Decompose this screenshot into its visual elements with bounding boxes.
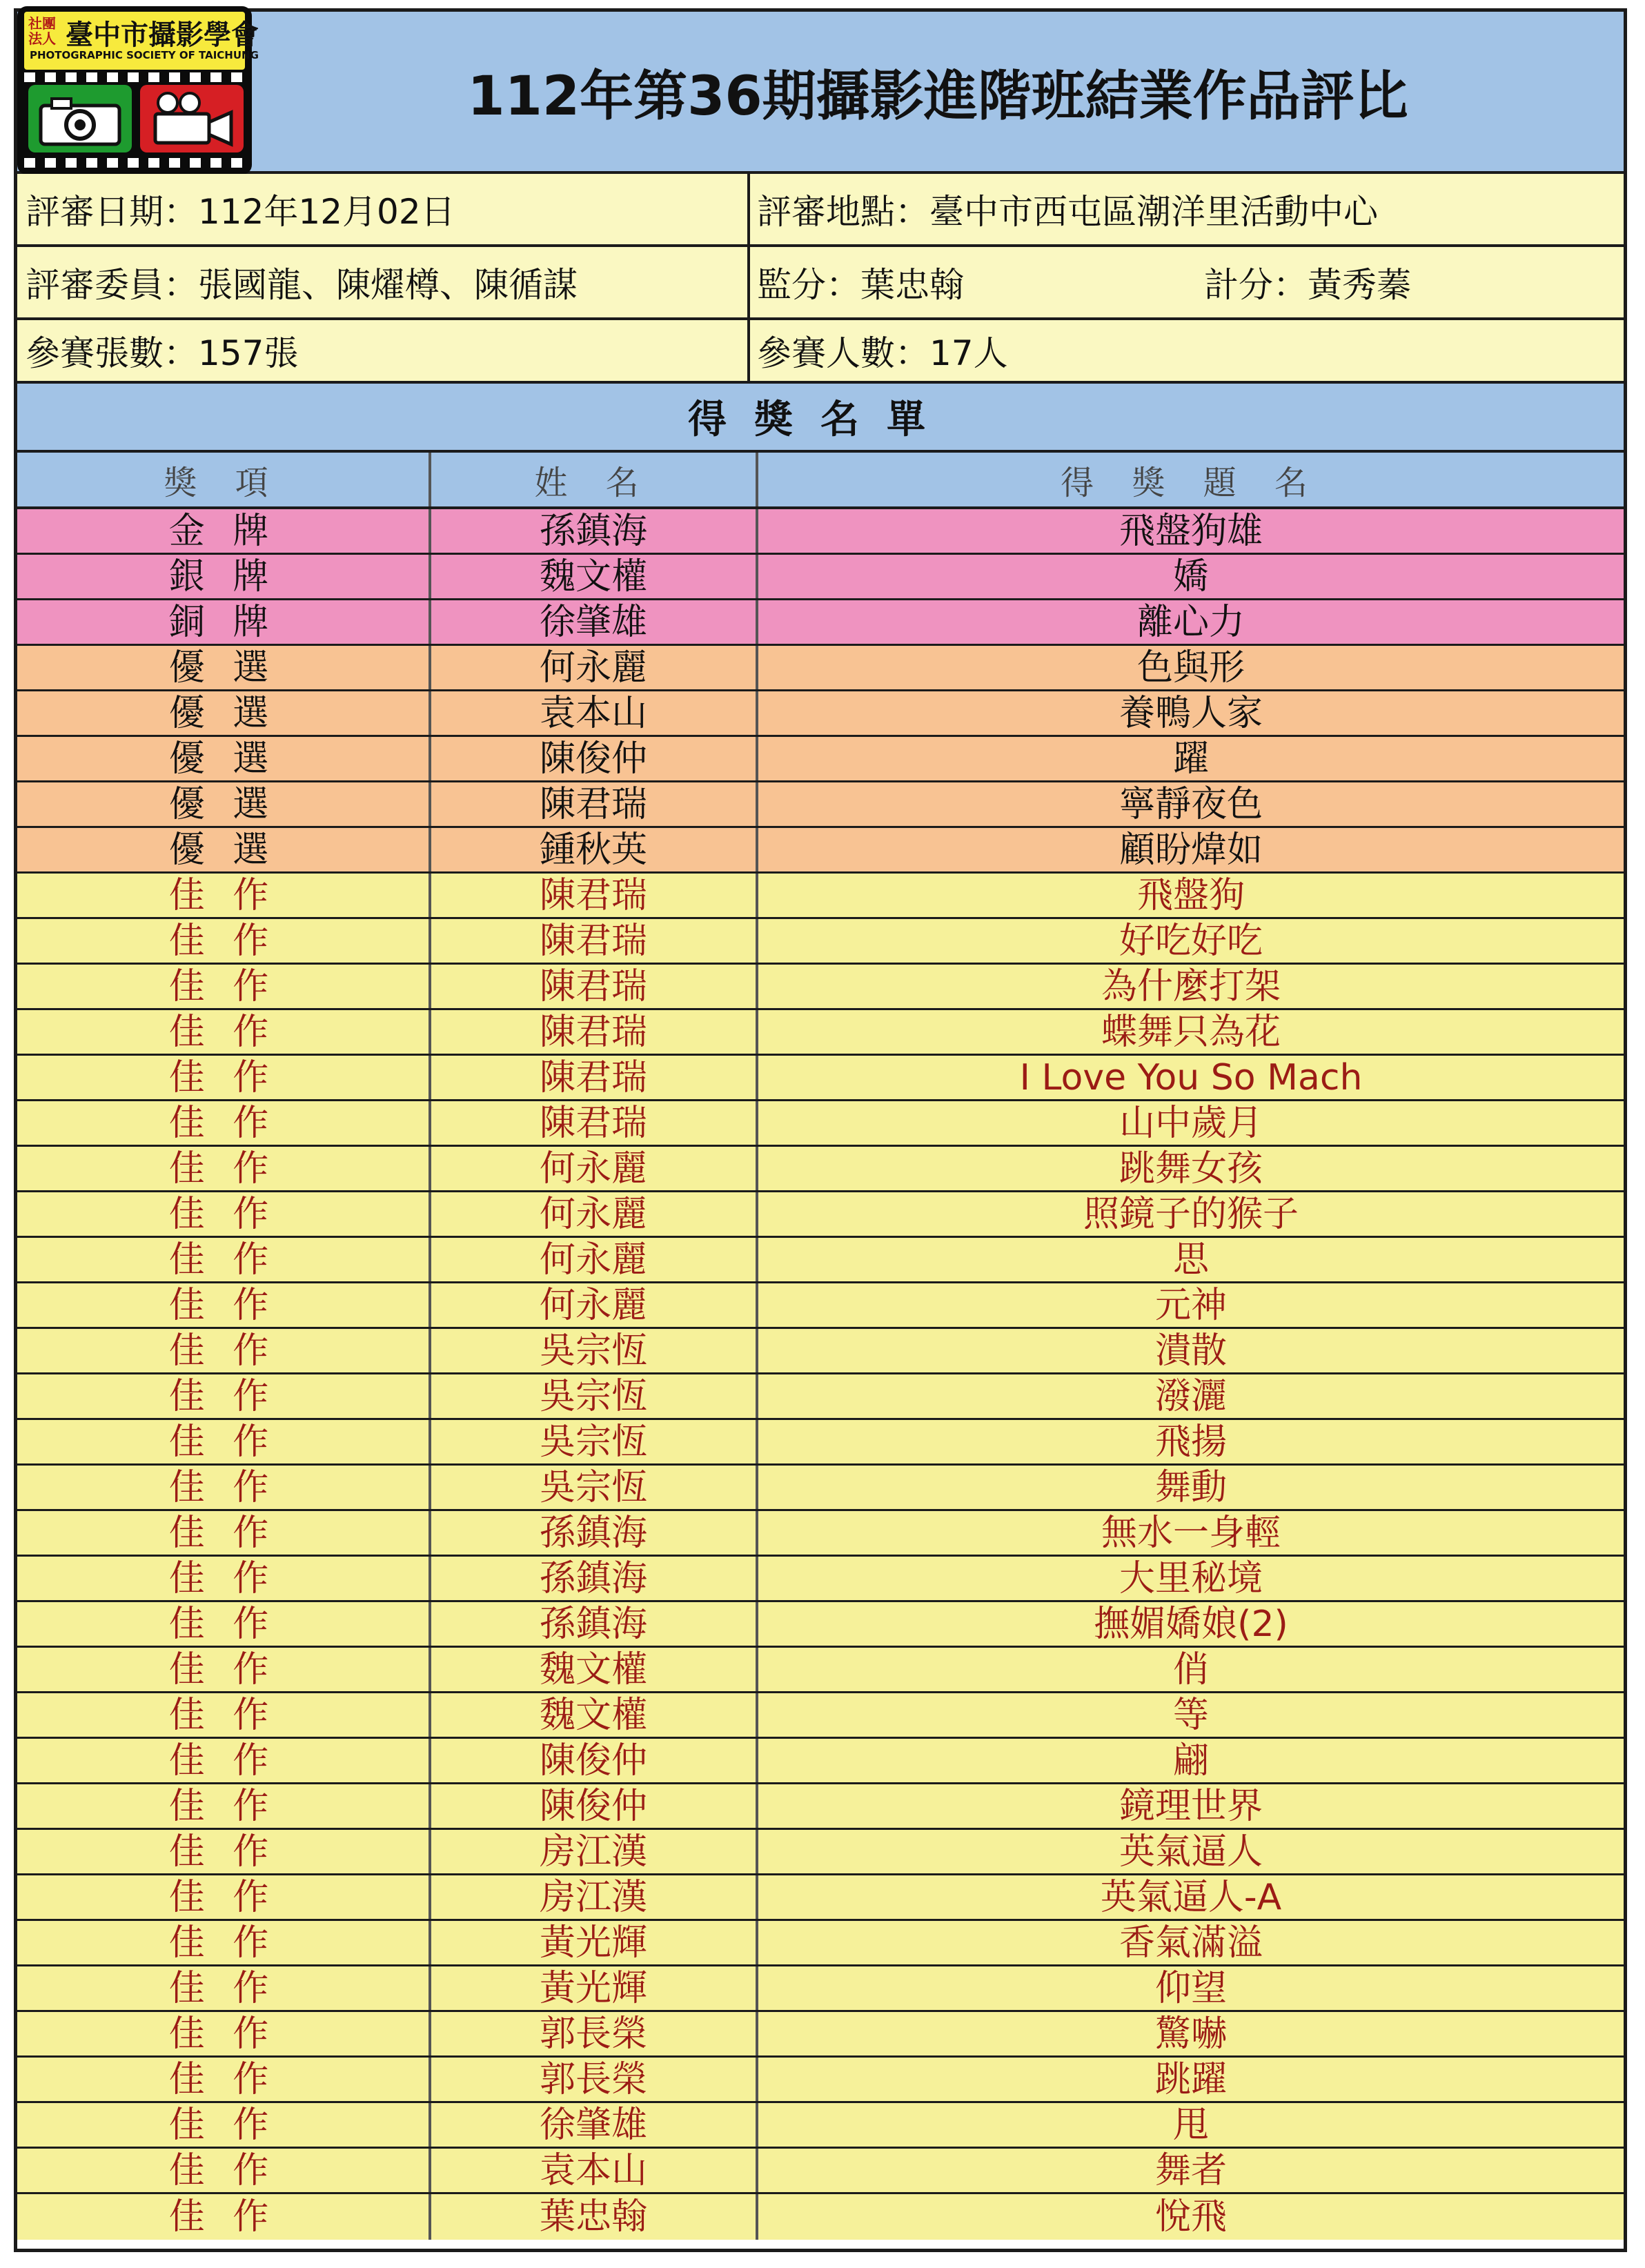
award-cell: 優 選 xyxy=(168,738,277,780)
work-title-cell: 飛盤狗 xyxy=(1136,874,1245,916)
name-cell: 陳君瑞 xyxy=(539,783,647,825)
award-cell: 佳 作 xyxy=(168,2058,277,2100)
name-cell: 袁本山 xyxy=(539,692,647,734)
award-cell: 佳 作 xyxy=(168,1375,277,1417)
scorer: 計分：黃秀蓁 xyxy=(1204,265,1411,305)
table-row xyxy=(17,874,1624,919)
name-cell: 陳君瑞 xyxy=(539,965,647,1007)
award-cell: 優 選 xyxy=(168,783,277,825)
work-title-cell: 英氣逼人-A xyxy=(1100,1876,1282,1918)
work-title-cell: 跳舞女孩 xyxy=(1119,1147,1263,1190)
table-row xyxy=(17,1101,1624,1147)
award-cell: 佳 作 xyxy=(168,1694,277,1736)
supervisor: 監分：葉忠翰 xyxy=(757,265,964,305)
winners-list-heading: 得獎名單 xyxy=(17,384,1624,453)
table-row xyxy=(17,737,1624,782)
work-title-cell: 色與形 xyxy=(1136,647,1245,689)
table-row xyxy=(17,1466,1624,1511)
work-title-cell: 舞動 xyxy=(1154,1466,1227,1508)
film-strip-bottom xyxy=(24,158,245,168)
name-cell: 房江漢 xyxy=(539,1831,647,1873)
table-row xyxy=(17,1056,1624,1101)
info-divider xyxy=(747,320,750,381)
logo-org-english: PHOTOGRAPHIC SOCIETY OF TAICHUNG xyxy=(30,49,259,61)
name-cell: 何永麗 xyxy=(539,647,647,689)
name-cell: 房江漢 xyxy=(539,1876,647,1918)
award-cell: 優 選 xyxy=(168,829,277,871)
award-cell: 佳 作 xyxy=(168,1876,277,1918)
name-cell: 徐肇雄 xyxy=(539,2104,647,2146)
table-row xyxy=(17,600,1624,646)
award-cell: 佳 作 xyxy=(168,1466,277,1508)
table-row xyxy=(17,1921,1624,1966)
table-row xyxy=(17,1739,1624,1784)
table-row xyxy=(17,1010,1624,1056)
work-title-cell: 悅飛 xyxy=(1154,2196,1227,2238)
table-row xyxy=(17,1511,1624,1557)
work-title-cell: 無水一身輕 xyxy=(1101,1512,1281,1554)
work-title-cell: 英氣逼人 xyxy=(1119,1831,1263,1873)
name-cell: 鍾秋英 xyxy=(539,829,647,871)
name-cell: 吳宗恆 xyxy=(539,1330,647,1372)
award-cell: 佳 作 xyxy=(168,2149,277,2191)
name-cell: 陳君瑞 xyxy=(539,1056,647,1098)
table-row xyxy=(17,1830,1624,1875)
page-title: 112年第36期攝影進階班結業作品評比 xyxy=(467,65,1408,128)
work-title-cell: 飛揚 xyxy=(1154,1421,1227,1463)
work-title-cell: 元神 xyxy=(1154,1284,1227,1326)
name-cell: 陳君瑞 xyxy=(539,1102,647,1144)
award-cell: 佳 作 xyxy=(168,1785,277,1827)
award-cell: 佳 作 xyxy=(168,1193,277,1235)
table-row xyxy=(17,1693,1624,1739)
name-cell: 何永麗 xyxy=(539,1284,647,1326)
award-cell: 佳 作 xyxy=(168,1147,277,1190)
society-logo xyxy=(17,6,259,175)
name-cell: 孫鎮海 xyxy=(539,1557,647,1599)
table-row xyxy=(17,2194,1624,2240)
award-cell: 佳 作 xyxy=(168,1831,277,1873)
award-cell: 佳 作 xyxy=(168,2196,277,2238)
table-row xyxy=(17,2058,1624,2103)
work-title-cell: 香氣滿溢 xyxy=(1119,1922,1263,1964)
name-cell: 何永麗 xyxy=(539,1193,647,1235)
header-award: 獎 項 xyxy=(164,463,282,502)
table-row xyxy=(17,691,1624,737)
award-cell: 佳 作 xyxy=(168,965,277,1007)
name-cell: 魏文權 xyxy=(539,1694,647,1736)
award-cell: 佳 作 xyxy=(168,1239,277,1281)
award-cell: 佳 作 xyxy=(168,1102,277,1144)
table-row xyxy=(17,1374,1624,1420)
award-cell: 銅 牌 xyxy=(168,601,277,643)
table-row xyxy=(17,555,1624,600)
table-row xyxy=(17,1192,1624,1238)
work-title-cell: 山中歲月 xyxy=(1119,1102,1263,1144)
work-title-cell: 離心力 xyxy=(1136,601,1245,643)
camera-icon xyxy=(28,85,132,152)
work-title-cell: 仰望 xyxy=(1154,1967,1227,2009)
name-cell: 陳俊仲 xyxy=(539,1785,647,1827)
name-cell: 吳宗恆 xyxy=(539,1421,647,1463)
award-cell: 佳 作 xyxy=(168,874,277,916)
table-row xyxy=(17,509,1624,555)
table-row xyxy=(17,1147,1624,1192)
work-title-cell: 養鴨人家 xyxy=(1119,692,1263,734)
name-cell: 吳宗恆 xyxy=(539,1375,647,1417)
award-cell: 銀 牌 xyxy=(168,555,277,598)
name-cell: 孫鎮海 xyxy=(539,510,647,552)
award-cell: 佳 作 xyxy=(168,920,277,962)
info-row-date-location xyxy=(17,174,1624,247)
award-cell: 優 選 xyxy=(168,647,277,689)
award-cell: 金 牌 xyxy=(168,510,277,552)
work-title-cell: 俏 xyxy=(1172,1648,1209,1690)
work-title-cell: 潰散 xyxy=(1154,1330,1227,1372)
award-cell: 佳 作 xyxy=(168,1922,277,1964)
work-title-cell: 寧靜夜色 xyxy=(1119,783,1263,825)
table-row xyxy=(17,2103,1624,2149)
logo-org-type: 社團法人 xyxy=(28,15,56,47)
table-row xyxy=(17,1329,1624,1374)
table-header xyxy=(17,453,1624,509)
name-cell: 黃光輝 xyxy=(539,1922,647,1964)
name-cell: 郭長榮 xyxy=(539,2058,647,2100)
work-title-cell: 思 xyxy=(1172,1239,1209,1281)
name-cell: 何永麗 xyxy=(539,1239,647,1281)
name-cell: 魏文權 xyxy=(539,555,647,598)
table-row xyxy=(17,1784,1624,1830)
table-row xyxy=(17,1557,1624,1602)
name-cell: 徐肇雄 xyxy=(539,601,647,643)
award-cell: 佳 作 xyxy=(168,1739,277,1782)
judges-list: 評審委員：張國龍、陳燿樽、陳循謀 xyxy=(26,265,578,305)
work-title-cell: 撫媚嬌娘(2) xyxy=(1094,1603,1288,1645)
info-row-counts xyxy=(17,320,1624,384)
award-cell: 佳 作 xyxy=(168,1557,277,1599)
name-cell: 何永麗 xyxy=(539,1147,647,1190)
work-title-cell: 翩 xyxy=(1172,1739,1209,1782)
award-cell: 佳 作 xyxy=(168,1330,277,1372)
table-row xyxy=(17,919,1624,965)
table-row xyxy=(17,1283,1624,1329)
name-cell: 袁本山 xyxy=(539,2149,647,2191)
award-cell: 佳 作 xyxy=(168,1967,277,2009)
name-cell: 孫鎮海 xyxy=(539,1512,647,1554)
name-cell: 陳君瑞 xyxy=(539,920,647,962)
judging-location: 評審地點：臺中市西屯區潮洋里活動中心 xyxy=(757,192,1378,232)
table-row xyxy=(17,1420,1624,1466)
work-title-cell: 躍 xyxy=(1172,738,1209,780)
work-title-cell: 跳躍 xyxy=(1154,2058,1227,2100)
name-cell: 郭長榮 xyxy=(539,2013,647,2055)
work-title-cell: 驚嚇 xyxy=(1154,2013,1227,2055)
table-row xyxy=(17,965,1624,1010)
award-cell: 佳 作 xyxy=(168,2104,277,2146)
film-strip-top xyxy=(24,72,245,82)
table-row xyxy=(17,646,1624,691)
table-row xyxy=(17,1875,1624,1921)
award-cell: 佳 作 xyxy=(168,1512,277,1554)
table-row xyxy=(17,2012,1624,2058)
award-cell: 佳 作 xyxy=(168,1284,277,1326)
award-cell: 佳 作 xyxy=(168,1421,277,1463)
participant-count: 參賽人數：17人 xyxy=(757,333,1008,373)
award-cell: 佳 作 xyxy=(168,1011,277,1053)
logo-nameplate xyxy=(24,12,259,70)
work-title-cell: I Love You So Mach xyxy=(1019,1056,1363,1098)
work-title-cell: 大里秘境 xyxy=(1119,1557,1263,1599)
info-divider xyxy=(747,247,750,317)
award-cell: 優 選 xyxy=(168,692,277,734)
header-work-title: 得 獎 題 名 xyxy=(1061,463,1321,502)
name-cell: 吳宗恆 xyxy=(539,1466,647,1508)
table-row xyxy=(17,2149,1624,2194)
logo-org-name: 臺中市攝影學會 xyxy=(66,19,259,51)
name-cell: 葉忠翰 xyxy=(539,2196,647,2238)
work-title-cell: 甩 xyxy=(1172,2104,1209,2146)
award-cell: 佳 作 xyxy=(168,1603,277,1645)
table-row xyxy=(17,1648,1624,1693)
table-row xyxy=(17,1238,1624,1283)
work-title-cell: 顧盼煒如 xyxy=(1119,829,1263,871)
name-cell: 魏文權 xyxy=(539,1648,647,1690)
table-row xyxy=(17,828,1624,874)
award-cell: 佳 作 xyxy=(168,2013,277,2055)
info-row-staff xyxy=(17,247,1624,320)
name-cell: 孫鎮海 xyxy=(539,1603,647,1645)
work-title-cell: 舞者 xyxy=(1154,2149,1227,2191)
name-cell: 陳俊仲 xyxy=(539,1739,647,1782)
name-cell: 黃光輝 xyxy=(539,1967,647,2009)
video-camera-icon xyxy=(140,85,244,152)
name-cell: 陳俊仲 xyxy=(539,738,647,780)
work-title-cell: 等 xyxy=(1172,1694,1209,1736)
work-title-cell: 鏡理世界 xyxy=(1119,1785,1263,1827)
entry-count: 參賽張數：157張 xyxy=(26,333,299,373)
work-title-cell: 蝶舞只為花 xyxy=(1101,1011,1281,1053)
header-name: 姓 名 xyxy=(534,463,653,502)
table-row xyxy=(17,1602,1624,1648)
header-bar xyxy=(17,12,1624,174)
table-row xyxy=(17,782,1624,828)
info-divider xyxy=(747,174,750,244)
judging-date: 評審日期：112年12月02日 xyxy=(26,192,455,232)
table-row xyxy=(17,1966,1624,2012)
work-title-cell: 潑灑 xyxy=(1154,1375,1227,1417)
award-cell: 佳 作 xyxy=(168,1648,277,1690)
name-cell: 陳君瑞 xyxy=(539,874,647,916)
work-title-cell: 嬌 xyxy=(1172,555,1209,598)
winners-table-body xyxy=(17,509,1624,2240)
work-title-cell: 好吃好吃 xyxy=(1119,920,1263,962)
work-title-cell: 為什麼打架 xyxy=(1101,965,1281,1007)
work-title-cell: 飛盤狗雄 xyxy=(1119,510,1263,552)
work-title-cell: 照鏡子的猴子 xyxy=(1083,1193,1299,1235)
name-cell: 陳君瑞 xyxy=(539,1011,647,1053)
award-cell: 佳 作 xyxy=(168,1056,277,1098)
award-sheet xyxy=(14,8,1627,2252)
